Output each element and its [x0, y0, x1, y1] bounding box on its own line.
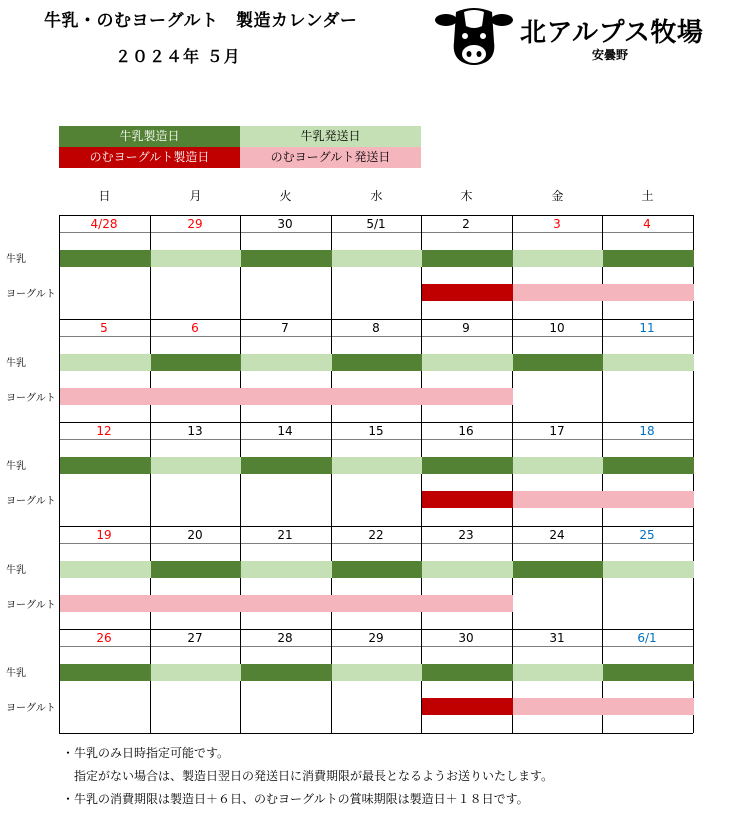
- yogurt-shipping-bar: [422, 595, 513, 612]
- milk-production-bar: [513, 561, 603, 578]
- yogurt-shipping-bar: [513, 698, 603, 715]
- yogurt-shipping-bar: [513, 491, 603, 508]
- day-number: 2: [462, 217, 470, 231]
- day-number: 30: [277, 217, 293, 231]
- day-number: 4: [643, 217, 651, 231]
- weekday-header: 土: [641, 189, 654, 203]
- yogurt-shipping-bar: [60, 595, 151, 612]
- row-label-yogurt: ヨーグルト: [6, 289, 56, 300]
- row-label-yogurt: ヨーグルト: [6, 496, 56, 507]
- row-label-milk: 牛乳: [6, 358, 26, 369]
- row-label-milk: 牛乳: [6, 668, 26, 679]
- milk-shipping-bar: [60, 354, 151, 371]
- milk-shipping-bar: [241, 561, 332, 578]
- milk-production-bar: [422, 664, 513, 681]
- day-number: 25: [639, 528, 655, 542]
- yogurt-shipping-bar: [241, 595, 332, 612]
- legend-milk-production: 牛乳製造日: [59, 126, 240, 147]
- day-number: 17: [549, 424, 565, 438]
- milk-shipping-bar: [332, 457, 422, 474]
- milk-production-bar: [332, 354, 422, 371]
- day-number: 12: [96, 424, 112, 438]
- milk-production-bar: [422, 457, 513, 474]
- milk-shipping-bar: [60, 561, 151, 578]
- day-number: 19: [96, 528, 112, 542]
- milk-shipping-bar: [422, 561, 513, 578]
- milk-shipping-bar: [513, 457, 603, 474]
- milk-shipping-bar: [513, 250, 603, 267]
- day-number: 18: [639, 424, 655, 438]
- day-number: 5: [100, 321, 108, 335]
- page-subtitle: ２０２４年 ５月: [115, 47, 241, 66]
- milk-shipping-bar: [603, 354, 694, 371]
- day-number: 24: [549, 528, 565, 542]
- day-number: 20: [187, 528, 203, 542]
- row-label-yogurt: ヨーグルト: [6, 393, 56, 404]
- note-line: ・牛乳のみ日時指定可能です。: [62, 746, 230, 760]
- day-number: 29: [368, 631, 384, 645]
- day-number: 14: [277, 424, 293, 438]
- yogurt-shipping-bar: [603, 491, 694, 508]
- day-number: 5/1: [366, 217, 386, 231]
- yogurt-production-bar: [422, 698, 513, 715]
- day-number: 4/28: [90, 217, 118, 231]
- weekday-header: 水: [370, 189, 383, 203]
- weekday-header: 木: [460, 189, 473, 203]
- legend-yogurt-shipping: のむヨーグルト発送日: [240, 147, 421, 168]
- day-number: 8: [372, 321, 380, 335]
- milk-shipping-bar: [241, 354, 332, 371]
- yogurt-shipping-bar: [241, 388, 332, 405]
- day-number: 27: [187, 631, 203, 645]
- milk-production-bar: [60, 250, 151, 267]
- day-number: 10: [549, 321, 565, 335]
- milk-production-bar: [603, 664, 694, 681]
- day-number: 23: [458, 528, 474, 542]
- weekday-header: 月: [189, 189, 202, 203]
- yogurt-shipping-bar: [332, 595, 422, 612]
- weekday-header: 火: [279, 189, 292, 203]
- milk-production-bar: [241, 457, 332, 474]
- milk-production-bar: [332, 561, 422, 578]
- row-label-milk: 牛乳: [6, 461, 26, 472]
- milk-production-bar: [241, 664, 332, 681]
- weekday-header: 金: [551, 189, 564, 203]
- milk-shipping-bar: [422, 354, 513, 371]
- yogurt-shipping-bar: [513, 284, 603, 301]
- day-number: 26: [96, 631, 112, 645]
- milk-production-bar: [60, 457, 151, 474]
- milk-shipping-bar: [151, 250, 241, 267]
- row-label-yogurt: ヨーグルト: [6, 703, 56, 714]
- day-number: 13: [187, 424, 203, 438]
- yogurt-shipping-bar: [151, 388, 241, 405]
- day-number: 16: [458, 424, 474, 438]
- day-number: 31: [549, 631, 565, 645]
- milk-shipping-bar: [332, 664, 422, 681]
- yogurt-shipping-bar: [60, 388, 151, 405]
- day-number: 22: [368, 528, 384, 542]
- day-number: 21: [277, 528, 293, 542]
- yogurt-shipping-bar: [603, 698, 694, 715]
- day-number: 28: [277, 631, 293, 645]
- yogurt-production-bar: [422, 491, 513, 508]
- day-number: 30: [458, 631, 474, 645]
- milk-shipping-bar: [513, 664, 603, 681]
- legend-milk-shipping: 牛乳発送日: [240, 126, 421, 147]
- day-number: 7: [281, 321, 289, 335]
- yogurt-shipping-bar: [603, 284, 694, 301]
- legend-yogurt-production: のむヨーグルト製造日: [59, 147, 240, 168]
- page-title: 牛乳・のむヨーグルト 製造カレンダー: [44, 11, 358, 31]
- weekday-header: 日: [98, 189, 111, 203]
- brand-name: 北アルプス牧場: [520, 18, 704, 48]
- milk-production-bar: [60, 664, 151, 681]
- milk-production-bar: [151, 354, 241, 371]
- brand-location: 安曇野: [592, 48, 629, 62]
- yogurt-shipping-bar: [151, 595, 241, 612]
- milk-production-bar: [603, 457, 694, 474]
- yogurt-production-bar: [422, 284, 513, 301]
- day-number: 6: [191, 321, 199, 335]
- day-number: 6/1: [637, 631, 657, 645]
- milk-production-bar: [151, 561, 241, 578]
- day-number: 11: [639, 321, 655, 335]
- milk-shipping-bar: [603, 561, 694, 578]
- day-number: 29: [187, 217, 203, 231]
- note-line: ・牛乳の消費期限は製造日＋６日、のむヨーグルトの賞味期限は製造日＋１８日です。: [62, 792, 529, 806]
- notes: [62, 742, 553, 811]
- day-number: 9: [462, 321, 470, 335]
- milk-production-bar: [422, 250, 513, 267]
- yogurt-shipping-bar: [422, 388, 513, 405]
- row-label-milk: 牛乳: [6, 565, 26, 576]
- row-label-milk: 牛乳: [6, 254, 26, 265]
- milk-production-bar: [513, 354, 603, 371]
- day-number: 15: [368, 424, 384, 438]
- milk-shipping-bar: [332, 250, 422, 267]
- milk-production-bar: [241, 250, 332, 267]
- day-number: 3: [553, 217, 561, 231]
- yogurt-shipping-bar: [332, 388, 422, 405]
- milk-shipping-bar: [151, 457, 241, 474]
- row-label-yogurt: ヨーグルト: [6, 600, 56, 611]
- milk-shipping-bar: [151, 664, 241, 681]
- note-line: 指定がない場合は、製造日翌日の発送日に消費期限が最長となるようお送りいたします。: [62, 769, 554, 783]
- milk-production-bar: [603, 250, 694, 267]
